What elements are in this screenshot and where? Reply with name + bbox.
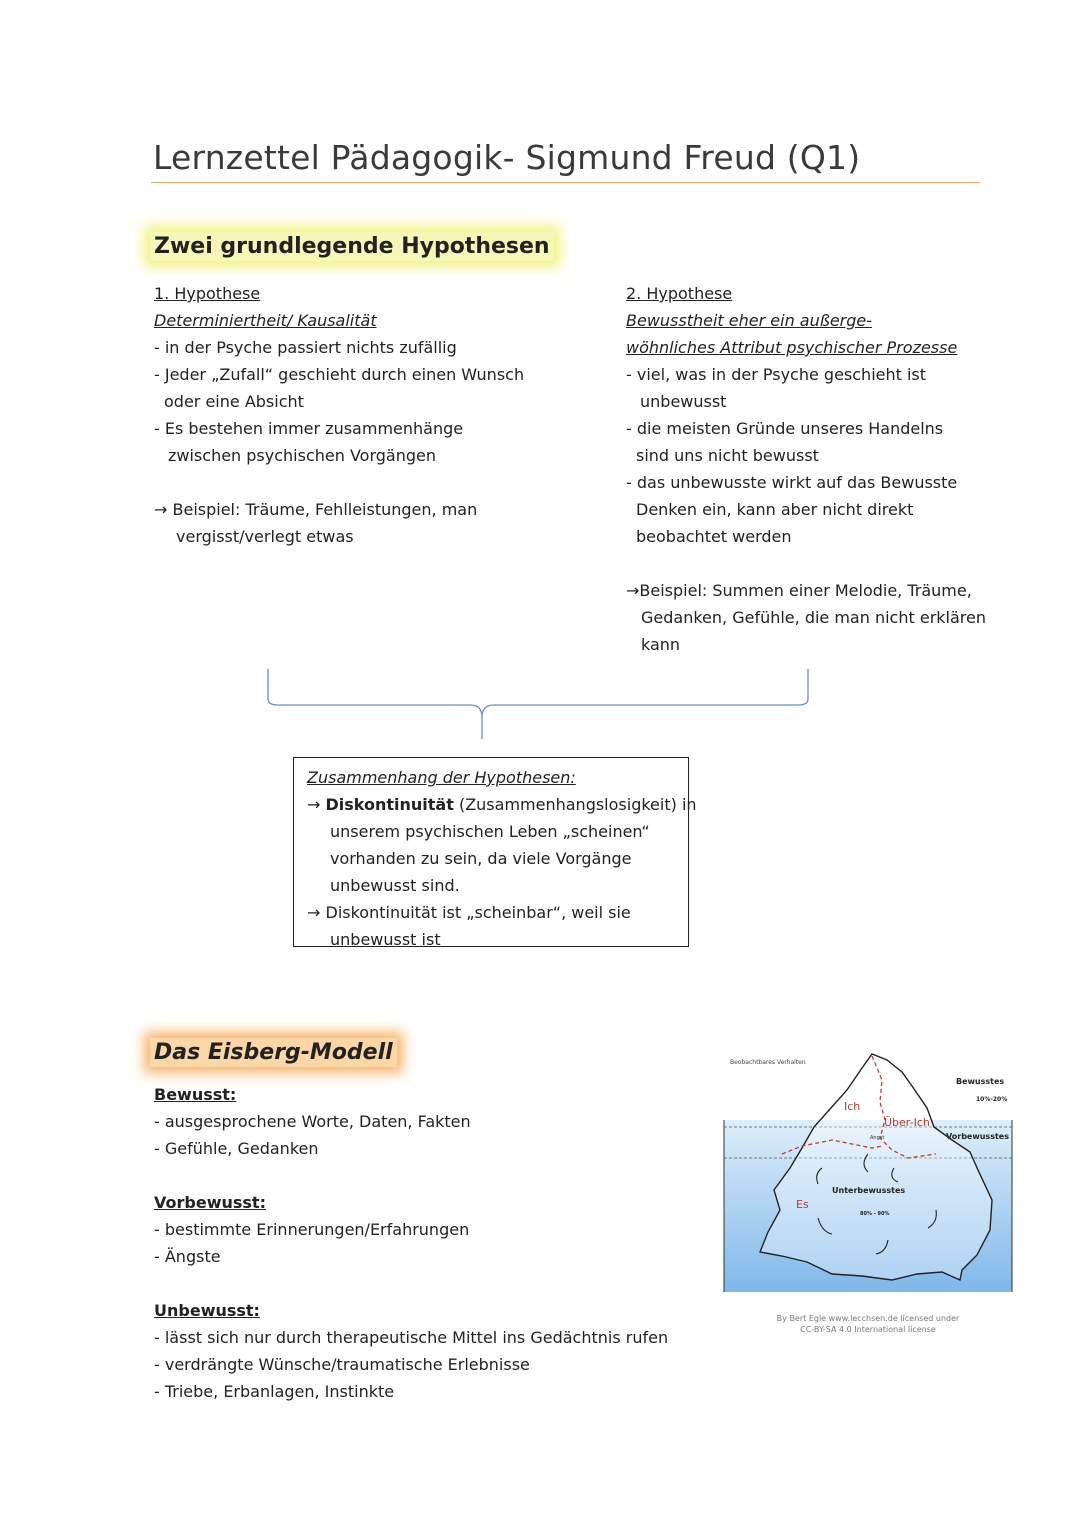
unbewusst-label: Unbewusst: [154,1301,260,1320]
hypothesis-1-example-cont: vergisst/verlegt etwas [176,527,354,546]
hypothesis-2-example-cont: Gedanken, Gefühle, die man nicht erklären [641,608,986,627]
connection-line: unbewusst sind. [330,876,460,895]
hypothesis-2-example: →Beispiel: Summen einer Melodie, Träume, [626,581,972,600]
connection-line: unserem psychischen Leben „scheinen“ [330,822,650,841]
connection-heading: Zusammenhang der Hypothesen: [307,768,576,787]
es-label: Es [796,1198,809,1211]
iceberg-diagram [722,1050,1014,1295]
angst-label: Angst [870,1135,885,1141]
unbewusst-item: - Triebe, Erbanlagen, Instinkte [154,1382,395,1401]
hypothesis-2-column [626,280,1006,658]
connection-line: (Zusammenhangslosigkeit) in [453,795,697,814]
hypothesis-1-line: - Es bestehen immer zusammenhänge [154,419,464,438]
hypothesis-2-line: Denken ein, kann aber nicht direkt [636,500,914,519]
iceberg-outline [760,1054,992,1280]
connection-keyword: Diskontinuität [325,795,454,814]
vorbewusst-item: - Ängste [154,1247,221,1266]
iceberg-text-column [154,1081,694,1405]
hypothesis-2-line: - die meisten Gründe unseres Handelns [626,419,944,438]
hypothesis-2-subtitle-cont: wöhnliches Attribut psychischer Prozesse [626,338,958,357]
observable-behavior-label: Beobachtbares Verhalten [730,1059,806,1066]
unbewusst-item: - verdrängte Wünsche/traumatische Erlebnisse [154,1355,530,1374]
hypothesis-2-line: - das unbewusste wirkt auf das Bewusste [626,473,958,492]
unterbewusstes-label: Unterbewusstes [832,1186,906,1195]
hypothesis-2-line: sind uns nicht bewusst [636,446,819,465]
connection-line: unbewusst ist [330,930,441,949]
bewusst-label: Bewusst: [154,1085,237,1104]
brace-connector [260,665,820,745]
hypothesis-2-example-cont: kann [641,635,681,654]
ueber-ich-label: Über-Ich [884,1116,930,1129]
hypothesis-1-line: oder eine Absicht [164,392,304,411]
hypothesis-2-line: unbewusst [640,392,727,411]
figure-credit-line: CC-BY-SA 4.0 International license [800,1325,936,1334]
bewusst-item: - Gefühle, Gedanken [154,1139,319,1158]
vorbewusstes-label: Vorbewusstes [946,1132,1009,1141]
hypothesis-1-column [154,280,574,550]
arrow-icon: → [307,795,321,814]
hypothesis-1-example: → Beispiel: Träume, Fehlleistungen, man [154,500,478,519]
unbewusst-item: - lässt sich nur durch therapeutische Mittel ins Gedächtnis rufen [154,1328,669,1347]
connection-line: → Diskontinuität ist „scheinbar“, weil sie [307,903,631,922]
figure-credit [748,1313,988,1335]
title-divider [151,182,980,183]
section-heading-hypotheses: Zwei grundlegende Hypothesen [150,232,554,261]
ich-label: Ich [844,1100,861,1113]
connection-line: vorhanden zu sein, da viele Vorgänge [330,849,632,868]
hypothesis-2-label: 2. Hypothese [626,284,733,303]
hypothesis-1-subtitle: Determiniertheit/ Kausalität [154,311,377,330]
hypotheses-connection-box [293,757,697,949]
vorbewusst-label: Vorbewusst: [154,1193,266,1212]
hypothesis-1-line: zwischen psychischen Vorgängen [168,446,436,465]
hypothesis-2-line: beobachtet werden [636,527,792,546]
hypothesis-1-label: 1. Hypothese [154,284,261,303]
bewusstes-percent: 10%-20% [976,1096,1008,1103]
unterbewusstes-percent: 80% - 90% [860,1211,890,1217]
figure-credit-line: By Bert Egle www.lecchsen.de licensed under [776,1314,960,1323]
section-heading-iceberg: Das Eisberg-Modell [150,1038,397,1067]
hypothesis-1-line: - in der Psyche passiert nichts zufällig [154,338,457,357]
bewusst-item: - ausgesprochene Worte, Daten, Fakten [154,1112,471,1131]
hypothesis-2-subtitle: Bewusstheit eher ein außerge- [626,311,873,330]
bewusstes-label: Bewusstes [956,1077,1005,1086]
vorbewusst-item: - bestimmte Erinnerungen/Erfahrungen [154,1220,470,1239]
hypothesis-2-line: - viel, was in der Psyche geschieht ist [626,365,927,384]
page-title: Lernzettel Pädagogik- Sigmund Freud (Q1) [153,138,861,177]
hypothesis-1-line: - Jeder „Zufall“ geschieht durch einen Wunsch [154,365,525,384]
